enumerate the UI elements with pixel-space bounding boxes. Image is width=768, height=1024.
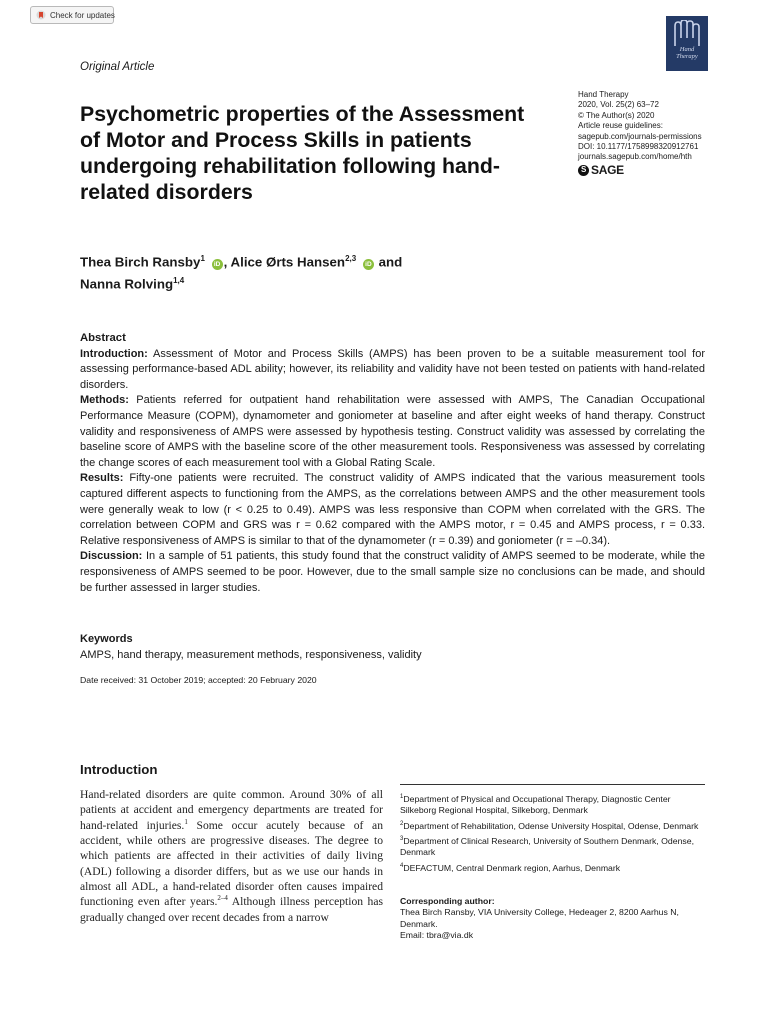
article-type: Original Article — [80, 61, 155, 73]
abstract-results-label: Results: — [80, 472, 124, 485]
introduction-text — [80, 787, 383, 925]
author-name: Nanna Rolving — [80, 276, 174, 292]
abstract-intro-label: Introduction: — [80, 347, 148, 360]
author-affiliation-ref: 2,3 — [345, 254, 357, 263]
reuse-label: Article reuse guidelines: — [578, 121, 663, 131]
affiliation-text: Department of Clinical Research, University of Southern Denmark, Odense, Denmark — [400, 835, 695, 858]
abstract-methods — [80, 393, 705, 471]
abstract-discussion — [80, 549, 705, 596]
citation-ref[interactable]: 1 — [184, 817, 188, 826]
abstract-methods-label: Methods: — [80, 394, 129, 407]
abstract-introduction — [80, 347, 705, 394]
journal-name: Hand Therapy — [578, 90, 629, 99]
affiliation-number: 1 — [400, 794, 404, 800]
corresponding-email[interactable]: Email: tbra@via.dk — [400, 930, 474, 941]
check-updates-icon — [36, 10, 46, 20]
journal-logo — [666, 16, 708, 71]
affiliation — [400, 834, 705, 859]
journal-logo-line2: Therapy — [676, 53, 698, 60]
abstract-intro-text: Assessment of Motor and Process Skills (AMPS) has been proven to be a suitable measurement tool for assessing performance-based ADL ability; however, its reliability and validity have not been tested on patients with hand-related disorders. — [80, 347, 705, 391]
dates-received: Date received: 31 October 2019; accepted: 20 February 2020 — [80, 675, 317, 685]
doi-link[interactable]: DOI: 10.1177/1758998320912761 — [578, 142, 699, 152]
author-separator: , — [223, 254, 231, 270]
journal-info — [578, 90, 758, 176]
introduction-heading: Introduction — [80, 762, 158, 777]
check-updates-label: Check for updates — [50, 10, 115, 20]
journal-logo-line1: Hand — [679, 46, 695, 53]
keywords-text: AMPS, hand therapy, measurement methods, responsiveness, validity — [80, 648, 422, 661]
intro-text-part: Although illness perception has gradually changed over recent decades from a narrow — [80, 895, 383, 924]
author-list — [80, 249, 540, 294]
corresponding-author — [400, 896, 705, 942]
abstract-results — [80, 471, 705, 549]
abstract-heading: Abstract — [80, 332, 126, 344]
affiliation-text: Department of Physical and Occupational Therapy, Diagnostic Center Silkeborg Regional Hospital, Silkeborg, Denmark — [400, 793, 671, 816]
sage-logo — [578, 165, 758, 176]
keywords — [80, 632, 705, 663]
abstract — [80, 331, 705, 596]
orcid-icon[interactable]: iD — [212, 259, 223, 270]
author-conjunction: and — [374, 254, 403, 270]
affiliation-number: 3 — [400, 836, 404, 842]
abstract-discussion-text: In a sample of 51 patients, this study found that the construct validity of AMPS seemed to be moderate, while the responsiveness of AMPS seemed to be poor. However, due to the small sample size no conclusions can be made, and should be further assessed in larger studies. — [80, 550, 705, 594]
affiliation — [400, 861, 705, 874]
keywords-heading: Keywords — [80, 633, 133, 645]
abstract-methods-text: Patients referred for outpatient hand rehabilitation were assessed with AMPS, The Canadian Occupational Performance Measure (COPM), dynamometer and goniometer at baseline and after eight weeks of hand therapy. Construct validity and responsiveness of AMPS were assessed by hypothesis testing. Construct validity was assessed by correlating the baseline score of AMPS with the baseline score of the other measurement tools. Responsiveness was assessed by correlating the change scores of each measurement tool with a Global Rating Scale. — [80, 394, 705, 469]
journal-url-link[interactable]: journals.sagepub.com/home/hth — [578, 152, 692, 162]
author-affiliation-ref: 1,4 — [173, 276, 185, 286]
affiliation — [400, 792, 705, 817]
paper-title: Psychometric properties of the Assessment of Motor and Process Skills in patients undergoing rehabilitation following hand-related disorders — [80, 102, 525, 204]
sage-wordmark: SAGE — [591, 163, 624, 178]
check-for-updates-button[interactable] — [30, 6, 114, 24]
hand-logo-icon — [672, 20, 702, 46]
author-affiliation-ref: 1 — [200, 254, 205, 263]
corresponding-address: Thea Birch Ransby, VIA University College, Hedeager 2, 8200 Aarhus N, Denmark. — [400, 907, 679, 929]
corresponding-heading: Corresponding author: — [400, 896, 495, 906]
author-name: Thea Birch Ransby — [80, 254, 201, 270]
affiliation — [400, 819, 705, 832]
affiliation-text: DEFACTUM, Central Denmark region, Aarhus, Denmark — [403, 862, 621, 873]
journal-volume: 2020, Vol. 25(2) 63–72 — [578, 100, 659, 110]
affiliation-text: Department of Rehabilitation, Odense University Hospital, Odense, Denmark — [403, 820, 699, 831]
affiliations — [400, 792, 705, 876]
orcid-icon[interactable]: iD — [363, 259, 374, 270]
affiliation-number: 4 — [400, 862, 404, 869]
author-name: Alice Ørts Hansen — [230, 254, 346, 270]
intro-text-part: Hand-related disorders are quite common. Around 30% of all patients at accident and emergency departments are treated for hand-related injuries. — [80, 788, 383, 832]
abstract-results-text: Fifty-one patients were recruited. The construct validity of AMPS indicated that the various measurement tools captured different aspects to functioning from the AMPS, as the correlations between AMPS and the other measurement tools were generally weak to low (r < 0.25 to 0.49). AMPS was less responsive than COPM when correlated with the GRS. The correlation between COPM and GRS was r = 0.62 compared with the AMPS motor, r = 0.45 and AMPS process, r = 0.33. Relative responsiveness of AMPS is similar to that of the dynamometer (r = 0.39) and goniometer (r = –0.34). — [80, 472, 705, 547]
reuse-link[interactable]: sagepub.com/journals-permissions — [578, 131, 702, 141]
copyright: © The Author(s) 2020 — [578, 110, 655, 120]
footnote-divider — [400, 784, 705, 785]
sage-mark-icon: S — [578, 165, 589, 176]
intro-text-part: Some occur acutely because of an accident, while others are progressive diseases. The degree to which patients are affected in their activities of daily living (ADL) following a disorder differs, but as we use our hands in almost all ADL, a hand-related disorder often causes impaired functioning even after years. — [80, 818, 383, 909]
abstract-discussion-label: Discussion: — [80, 550, 143, 563]
citation-ref[interactable]: 2–4 — [217, 894, 228, 903]
affiliation-number: 2 — [400, 820, 404, 827]
